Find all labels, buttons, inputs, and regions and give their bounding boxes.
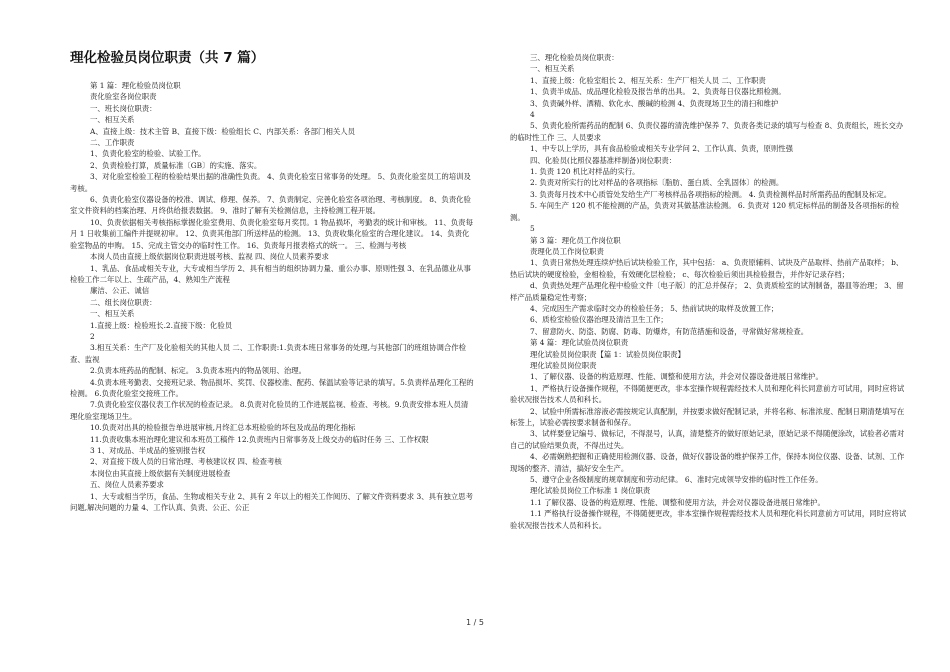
left-paragraph: 3 1、对成品、半成品的鉴别报告权 [90, 446, 206, 455]
left-paragraph: 1、大专或相当学历，食品、生物或相关专业 2、具有 2 年以上的相关工作阅历、了解文件资料要求 3、具有独立思考问题,解决问题的力量 4、工作认真、负责、公正、公正 [70, 491, 473, 513]
left-paragraph: 1、乳品、食品或相关专业，大专或相当学历 2、具有相当的组织协调力量、重公办事、原则性强 3、在乳品德业从事检验工作二年以上、生疏产品，4、熟知生产流程 [70, 263, 471, 284]
left-paragraph: 2.负责本班药品的配制、标定。 3.负责本班内的物品领用、治理。 [90, 366, 307, 376]
right-paragraph: 三、理化检验员岗位职责： [530, 53, 619, 62]
left-column [70, 80, 475, 513]
left-paragraph: 一、相互关系 [90, 309, 135, 319]
right-paragraph: 1、直接上级：化验室组长 2、相互关系：生产厂相关人员 二、工作职责 [530, 75, 766, 85]
left-paragraph: 一、班长岗位职责： [90, 103, 157, 113]
right-paragraph: 5 [530, 224, 535, 234]
right-paragraph: 1、了解仪器、设备的构造原理、性能、调整和使用方法，并会对仪器设备进展日常维护。 [530, 372, 823, 382]
right-paragraph: 理化试验员岗位职责 [530, 360, 597, 370]
right-paragraph: 4 [530, 110, 535, 120]
right-paragraph: 1.1 了解仪器、设备的构造原理、性能、调整和使用方法，并会对仪器设备进展日常维护。 [530, 497, 825, 507]
right-paragraph: 理化试验员岗位工作标准 1 岗位职责 [530, 486, 651, 496]
right-paragraph: d、负责热处理产品理化程中检验文件〔电子版〕的汇总并保存； 2、负责质检室的试剂制备，器皿等治理； 3、留样产品质量稳定性考察； [510, 281, 904, 302]
right-paragraph: 1. 负责 120 机比对样品的实行。 [530, 167, 640, 177]
right-column [510, 52, 910, 531]
left-paragraph: 廉洁、公正、诚信 [90, 286, 150, 296]
left-paragraph: 6、负责化验室仪器设备的校准、调试、修理、保养。 7、负责制定、完善化验室各项治理、考核制度。 8、负责化验室文件资料的档案治理、月终供给报表数据。 9、准时了解有关检测信息，主持检测工程开展。 [70, 195, 471, 216]
page-number: 1 / 5 [466, 618, 484, 627]
right-paragraph: 3. 负责每月技术中心质管处发给生产厂考核样品各项指标的检测。 4. 负责检测样品时所需药品的配制及标定。 [530, 189, 892, 199]
left-paragraph: 责化验室各岗位职责 [90, 92, 157, 102]
right-paragraph: 4、完成因生产需求临时交办的检验任务； 5、热前试块的取样及放置工作； [530, 303, 779, 313]
left-paragraph: A、直接上级：技术主管 B、直接下级：检验组长 C、内部关系：各部门相关人员 [90, 126, 356, 136]
right-paragraph: 1、中专以上学历，具有食品检验或相关专业学问 2、工作认真、负责，原则性强 [530, 144, 794, 154]
left-paragraph: 2、对直接下级人员的日常治理、考核建议权 四、检查考核 [90, 457, 282, 467]
right-paragraph: 5. 车间生产 120 机不能检测的产品，负责对其做基准法检测。 6. 负责对 120 机定标样品的制备及各项指标的检测。 [510, 201, 900, 222]
document-title: 理化检验员岗位职责（共 7 篇） [70, 50, 265, 66]
right-paragraph: 责理化员工作岗位职责 [530, 246, 604, 256]
right-paragraph: 四、化验员(比照仪器基准样制备)岗位职责： [530, 155, 677, 165]
left-paragraph: 1、负责化验室的检验、试验工作。 [90, 149, 206, 159]
right-paragraph: 7、留意防火、防盗、防腐、防毒、防爆炸，有防范措施和设备，寻常做好常规检查。 [530, 326, 809, 336]
left-paragraph: 本岗位由其直接上级依据有关制度进展检查 [90, 468, 231, 478]
right-paragraph: 第 3 篇：理化员工作岗位职 [530, 235, 621, 245]
left-paragraph: 一、相互关系 [90, 115, 135, 125]
left-paragraph: 2 [90, 331, 95, 341]
right-paragraph: 3、试样要登记编号、做标记，不得混号，认真，清楚整齐的做好原始记录，原始记录不得随便涂改，试验者必需对自己的试验结果负责，不得出过失。 [510, 429, 905, 450]
right-paragraph: 3、负责碱外样、洒精、软化水、酸碱的检测 4、负责现场卫生的清扫和维护 [530, 98, 779, 108]
left-paragraph: 1.直接上级：检验班长.2.直接下级：化验员 [90, 320, 233, 330]
left-paragraph: 二、工作职责 [90, 138, 135, 148]
right-paragraph: 6、质检室检验仪器治理及清洁卫生工作； [530, 315, 668, 325]
left-paragraph: 10.负责对出具的检验报告单进展审核,月终汇总本班检验的坏包及成品的理化指标 [90, 423, 356, 433]
right-paragraph: 第 4 篇：理化试验员岗位职责 [530, 338, 629, 348]
left-paragraph: 3.相互关系：生产厂及化验相关的其他人员 二、工作职责:1.负责本班日常事务的处理,与其他部门的班组协调合作检查、监视 [70, 343, 467, 364]
left-paragraph: 4.负责本班考勤表、交接班记录、物品损坏、奖罚、仪器校准、配药、保温试验等记录的填写。5.负责样品理化工程的检测。 6.负责化验室交接班工作。 [70, 377, 474, 398]
right-paragraph: 2. 负责对所实行的比对样品的各项指标〔脂肪、蛋白质、全乳固体〕的检测。 [530, 178, 784, 188]
left-paragraph: 11.负责收集本班治理化建议和本班员工稿件 12.负责班内日常事务及上级交办的临时任务 三、工作权限 [90, 434, 429, 444]
right-paragraph: 4、必需娴熟把握和正确使用检测仪器、设备，做好仪器设备的维护保养工作，保持本岗位仪器、设备、试剂、工作现场的整齐、清洁，搞好安全生产。 [510, 452, 905, 473]
left-paragraph: 7.负责化验室仪器仪表工作状况的检查记录。 8.负责对化验员的工作进展监视、检查、考核。9.负责安排本班人员清理化验室现场卫生。 [70, 400, 469, 421]
right-paragraph: 一、相互关系 [530, 64, 575, 74]
right-paragraph: 5、负责化验所需药品的配制 6、负责仪器的清洗维护保养 7、负责各类记录的填写与检查 8、负责组长，班长交办的临时性工作 三、人员要求 [510, 121, 904, 142]
right-paragraph: 理化试验员岗位职责【篇 1：试验员岗位职责】 [530, 349, 685, 359]
left-paragraph: 二、组长岗位职责： [90, 297, 157, 307]
right-paragraph: 5、遵守企业各级制度的规章制度和劳动纪律。 6、准时完成领导安排的临时性工作任务。 [530, 475, 823, 485]
right-paragraph: 1、严格执行设备操作规程，不得随便更改，非本室操作规程需经技术人员和理化科长同意前方可试用，同时应将试验状况报告技术人员和科长。 [510, 383, 905, 405]
left-paragraph: 本岗人员由直接上级依据岗位职责进展考核、监视 四、岗位人员素养要求 [90, 252, 329, 262]
right-paragraph: 1.1 严格执行设备操作规程，不得随便更改，非本室操作规程需经技术人员和理化科长同意前方可试用，同时应将试验状况报告技术人员和科长。 [510, 509, 907, 530]
right-paragraph: 2、试验中所需标准溶液必需按规定认真配制，并按要求做好配制记录，并将名称、标准浓度、配制日期清楚填写在标签上，试验必需按要求制备和保存。 [510, 406, 905, 427]
left-paragraph: 第 1 篇：理化检验员岗位职 [90, 81, 181, 90]
right-paragraph: 1、负责半成品、成品理化检验及报告单的出具。 2、负责每日仪器比照检测。 [530, 87, 786, 97]
left-paragraph: 3、对化验室检验工程的检验结果出据的准确性负责。 4、负责化验室日常事务的处理。 5、负责化验室员工的培训及考核。 [70, 172, 471, 193]
left-paragraph: 五、岗位人员素养要求 [90, 480, 164, 490]
left-paragraph: 2、负责检验打算，质量标准〔GB〕的实施、落实。 [90, 160, 262, 170]
right-paragraph: 1、负责日常热处理连续炉热后试块检验工作，其中包括： a、负责原辅料、试块及产品取样、热前产品取样； b、热后试块的硬度检验，金相检验，有效硬化层检验； c、每次检验后须出具检验报告，并作好记录存档； [510, 258, 904, 279]
left-paragraph: 10、负责依据相关考核指标掌握化验室费用、负责化验室每月奖罚。1 物品损坏，考勤表的统计和审核。 11、负责每月 1 日收集前工编件并提规初审。 12、负责其他部门所送样品的检测。 13、负责收集化验室的合理化建议。 14、负责化验室物品的申购。 15、完成主管交办的临时性工作。 16、负责每月报表格式的统一。 三、检测与考核 [70, 217, 473, 250]
